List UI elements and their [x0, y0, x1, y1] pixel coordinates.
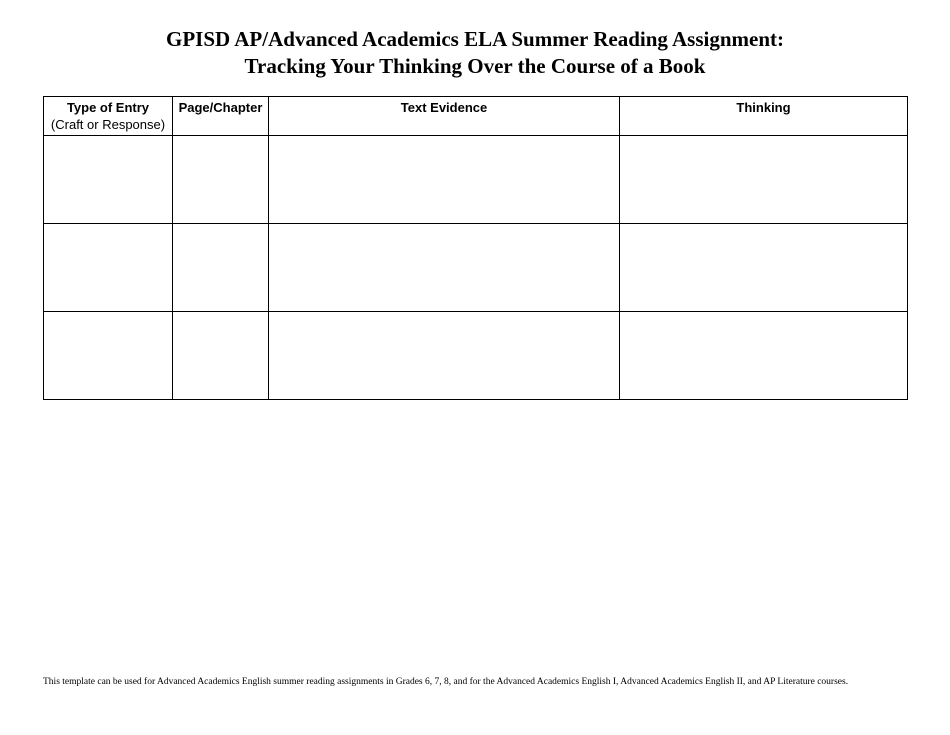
column-header-type-of-entry [44, 97, 173, 136]
footer-note: This template can be used for Advanced Academics English summer reading assignments in Grades 6, 7, 8, and for the Advanced Academics English I, Advanced Academics English II, and AP Literature courses. [43, 677, 849, 687]
table-cell-text-evidence[interactable] [269, 224, 620, 312]
table-cell-thinking[interactable] [620, 136, 908, 224]
table-row [44, 136, 908, 224]
table-cell-text-evidence[interactable] [269, 136, 620, 224]
table-cell-page-chapter[interactable] [173, 224, 269, 312]
column-header-label: Type of Entry [66, 100, 150, 115]
column-header-sublabel: (Craft or Response) [50, 117, 166, 132]
table-cell-thinking[interactable] [620, 224, 908, 312]
title-line-2: Tracking Your Thinking Over the Course of a Book [244, 54, 706, 78]
table-cell-type-of-entry[interactable] [44, 312, 173, 400]
table-cell-type-of-entry[interactable] [44, 136, 173, 224]
table-cell-page-chapter[interactable] [173, 312, 269, 400]
column-header-text-evidence: Text Evidence [269, 97, 620, 136]
table-cell-text-evidence[interactable] [269, 312, 620, 400]
table-cell-type-of-entry[interactable] [44, 224, 173, 312]
table-row [44, 312, 908, 400]
table-row [44, 224, 908, 312]
page-title [0, 26, 950, 80]
column-header-thinking: Thinking [620, 97, 908, 136]
reading-log-table [43, 96, 908, 400]
column-header-page-chapter: Page/Chapter [173, 97, 269, 136]
title-line-1: GPISD AP/Advanced Academics ELA Summer Reading Assignment: [166, 27, 784, 51]
header-row [44, 97, 908, 136]
table-cell-page-chapter[interactable] [173, 136, 269, 224]
table-cell-thinking[interactable] [620, 312, 908, 400]
